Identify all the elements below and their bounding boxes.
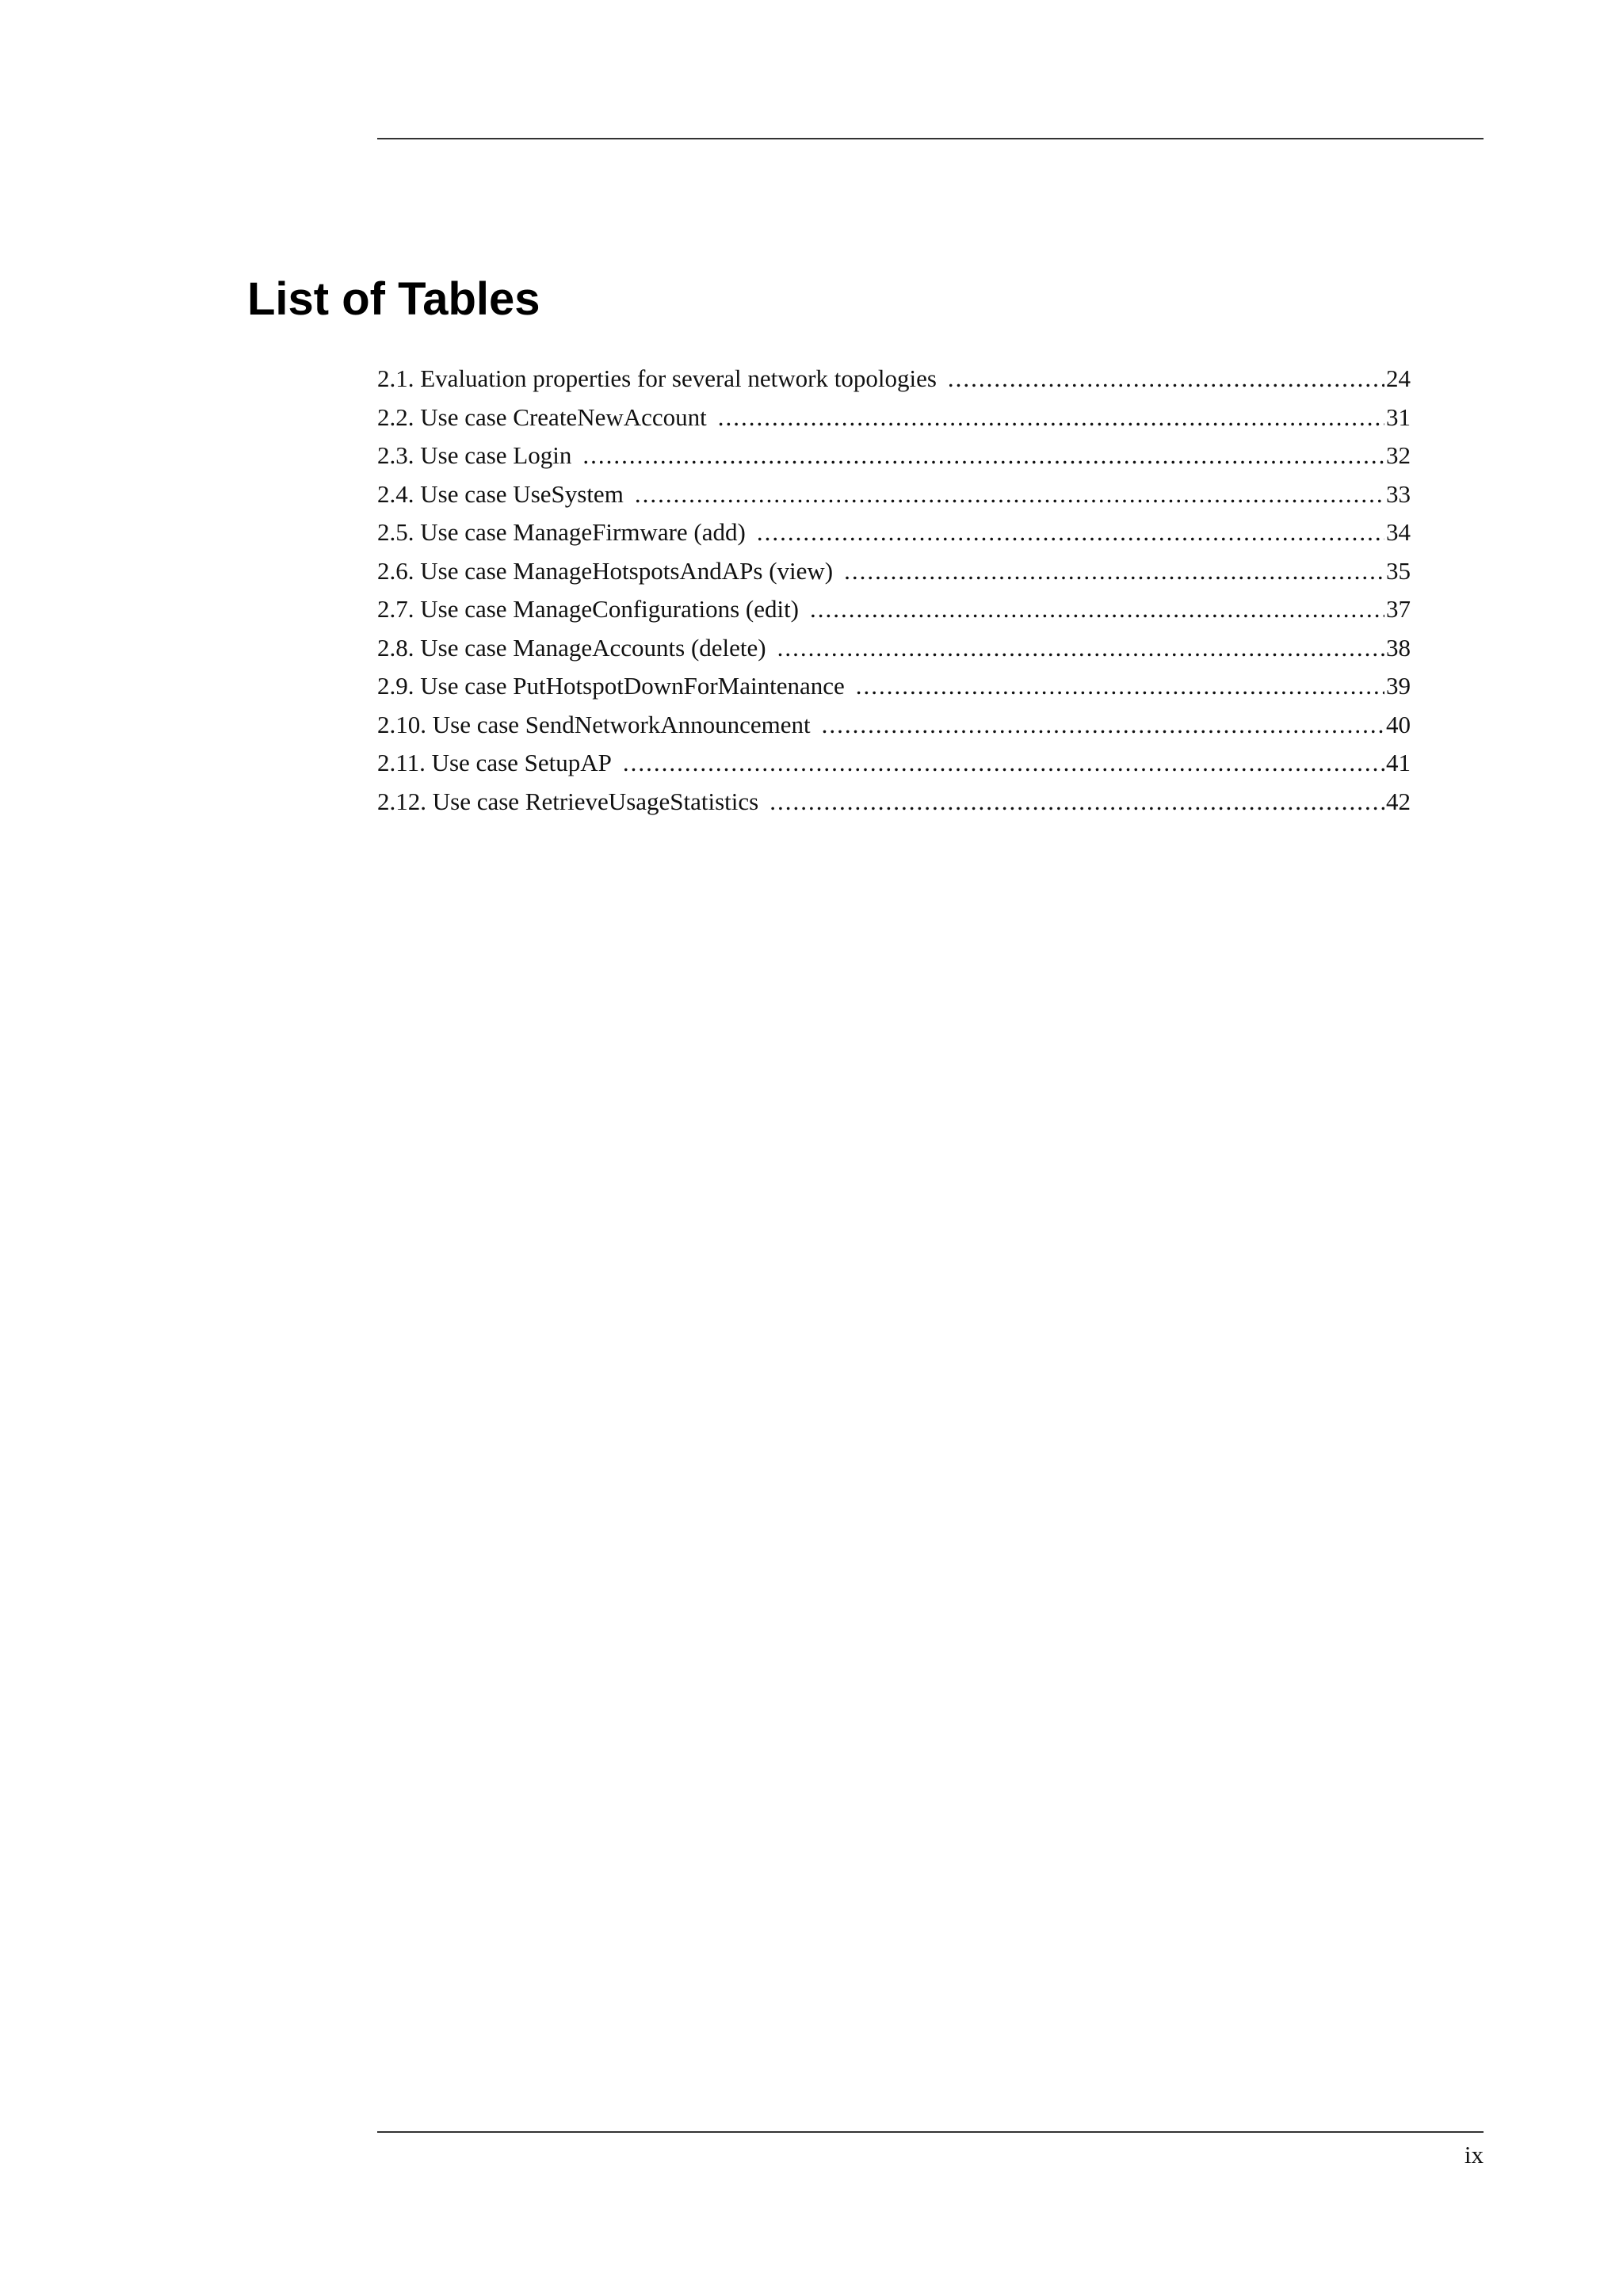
toc-entry-page: 41 [1386, 749, 1411, 776]
toc-entry-label: 2.5. Use case ManageFirmware (add) [377, 518, 746, 546]
toc-entry-page: 37 [1386, 595, 1411, 623]
toc-dot-leader [757, 513, 1384, 552]
toc-entry-label: 2.10. Use case SendNetworkAnnouncement [377, 710, 811, 738]
toc-dot-leader [582, 437, 1384, 475]
toc-dot-leader [948, 360, 1384, 399]
header-rule [377, 138, 1484, 139]
toc-entry[interactable] [377, 552, 1411, 591]
toc-entry-page: 42 [1386, 787, 1411, 815]
toc-entry[interactable] [377, 629, 1411, 668]
footer-rule [377, 2131, 1484, 2133]
toc-entry[interactable] [377, 667, 1411, 706]
toc-dot-leader [769, 783, 1384, 822]
list-of-tables [377, 360, 1411, 821]
toc-entry-label: 2.12. Use case RetrieveUsageStatistics [377, 787, 759, 815]
toc-dot-leader [623, 744, 1384, 783]
toc-entry-page: 32 [1386, 441, 1411, 469]
toc-entry-page: 24 [1386, 364, 1411, 392]
toc-entry-page: 31 [1386, 402, 1411, 431]
toc-entry-label: 2.4. Use case UseSystem [377, 479, 624, 508]
toc-entry[interactable] [377, 360, 1411, 399]
toc-entry-page: 39 [1386, 672, 1411, 700]
toc-entry-label: 2.1. Evaluation properties for several network topologies [377, 364, 937, 392]
toc-entry[interactable] [377, 475, 1411, 514]
toc-entry-page: 38 [1386, 633, 1411, 662]
toc-entry-label: 2.7. Use case ManageConfigurations (edit) [377, 595, 800, 623]
toc-entry[interactable] [377, 706, 1411, 745]
page-number: ix [1464, 2141, 1484, 2168]
toc-entry-label: 2.8. Use case ManageAccounts (delete) [377, 633, 766, 662]
toc-dot-leader [822, 706, 1384, 745]
toc-entry-page: 40 [1386, 710, 1411, 738]
toc-entry[interactable] [377, 744, 1411, 783]
page-title: List of Tables [247, 273, 540, 325]
toc-entry-page: 35 [1386, 556, 1411, 585]
toc-entry-page: 33 [1386, 479, 1411, 508]
toc-entry[interactable] [377, 513, 1411, 552]
toc-entry[interactable] [377, 399, 1411, 437]
toc-dot-leader [718, 399, 1384, 437]
toc-dot-leader [844, 552, 1384, 591]
toc-entry-label: 2.2. Use case CreateNewAccount [377, 402, 707, 431]
toc-entry-label: 2.11. Use case SetupAP [377, 749, 612, 776]
toc-dot-leader [856, 667, 1384, 706]
toc-entry[interactable] [377, 437, 1411, 475]
toc-dot-leader [635, 475, 1384, 514]
toc-dot-leader [810, 590, 1384, 629]
toc-entry[interactable] [377, 783, 1411, 822]
toc-entry-label: 2.9. Use case PutHotspotDownForMaintenance [377, 672, 845, 700]
toc-entry[interactable] [377, 590, 1411, 629]
toc-entry-label: 2.3. Use case Login [377, 441, 572, 469]
toc-dot-leader [777, 629, 1384, 668]
toc-entry-page: 34 [1386, 518, 1411, 546]
toc-entry-label: 2.6. Use case ManageHotspotsAndAPs (view) [377, 556, 834, 585]
